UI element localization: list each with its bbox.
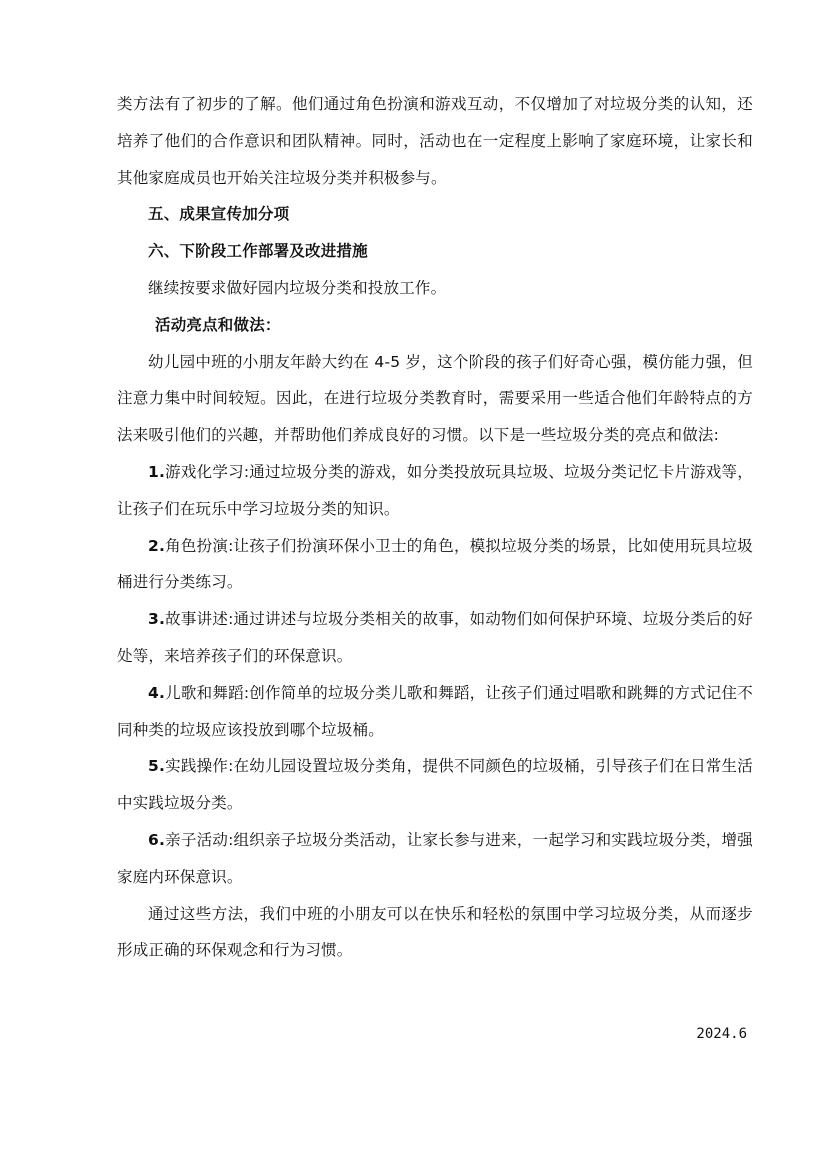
- list-item-number: 2.: [148, 536, 166, 555]
- list-item: [117, 748, 753, 822]
- section-heading-5: 五、成果宣传加分项: [148, 205, 290, 224]
- intro-paragraph: 类方法有了初步的了解。他们通过角色扮演和游戏互动，不仅增加了对垃圾分类的认知，还培养了他们的合作意识和团队精神。同时，活动也在一定程度上影响了家庭环境，让家长和其他家庭成员也开始关注垃圾分类并积极参与。: [117, 95, 753, 187]
- list-item-number: 4.: [148, 683, 166, 702]
- next-steps-paragraph: 继续按要求做好园内垃圾分类和投放工作。: [148, 278, 447, 297]
- list-item: [117, 454, 753, 528]
- list-item-text: 故事讲述:通过讲述与垃圾分类相关的故事，如动物们如何保护环境、垃圾分类后的好处等，来培养孩子们的环保意识。: [117, 610, 753, 665]
- list-item-text: 亲子活动:组织亲子垃圾分类活动，让家长参与进来，一起学习和实践垃圾分类，增强家庭内环保意识。: [117, 830, 753, 886]
- list-item-text: 角色扮演:让孩子们扮演环保小卫士的角色，模拟垃圾分类的场景，比如使用玩具垃圾桶进行分类练习。: [117, 536, 753, 592]
- highlights-intro-paragraph: 幼儿园中班的小朋友年龄大约在 4-5 岁，这个阶段的孩子们好奇心强，模仿能力强，但注意力集中时间较短。因此，在进行垃圾分类教育时，需要采用一些适合他们年龄特点的方法来吸引他们的兴趣，并帮助他们养成良好的习惯。以下是一些垃圾分类的亮点和做法:: [117, 352, 753, 445]
- list-item: [117, 822, 753, 896]
- list-item-text: 游戏化学习:通过垃圾分类的游戏，如分类投放玩具垃圾、垃圾分类记忆卡片游戏等，让孩子们在玩乐中学习垃圾分类的知识。: [117, 462, 753, 518]
- list-item: [117, 675, 753, 749]
- list-item-text: 儿歌和舞蹈:创作简单的垃圾分类儿歌和舞蹈，让孩子们通过唱歌和跳舞的方式记住不同种类的垃圾应该投放到哪个垃圾桶。: [117, 683, 753, 739]
- list-item-number: 5.: [148, 757, 166, 776]
- document-date: 2024.6: [696, 1026, 747, 1042]
- list-item-number: 6.: [148, 830, 166, 849]
- highlights-heading: 活动亮点和做法：: [155, 315, 281, 334]
- document-body: [117, 86, 753, 969]
- list-item: [117, 601, 753, 675]
- list-item: [117, 528, 753, 602]
- list-item-number: 1.: [148, 462, 166, 481]
- list-item-number: 3.: [148, 610, 166, 629]
- list-item-text: 实践操作:在幼儿园设置垃圾分类角，提供不同颜色的垃圾桶，引导孩子们在日常生活中实践垃圾分类。: [117, 757, 753, 813]
- section-heading-6: 六、下阶段工作部署及改进措施: [148, 242, 368, 261]
- conclusion-paragraph: 通过这些方法，我们中班的小朋友可以在快乐和轻松的氛围中学习垃圾分类，从而逐步形成正确的环保观念和行为习惯。: [117, 904, 753, 960]
